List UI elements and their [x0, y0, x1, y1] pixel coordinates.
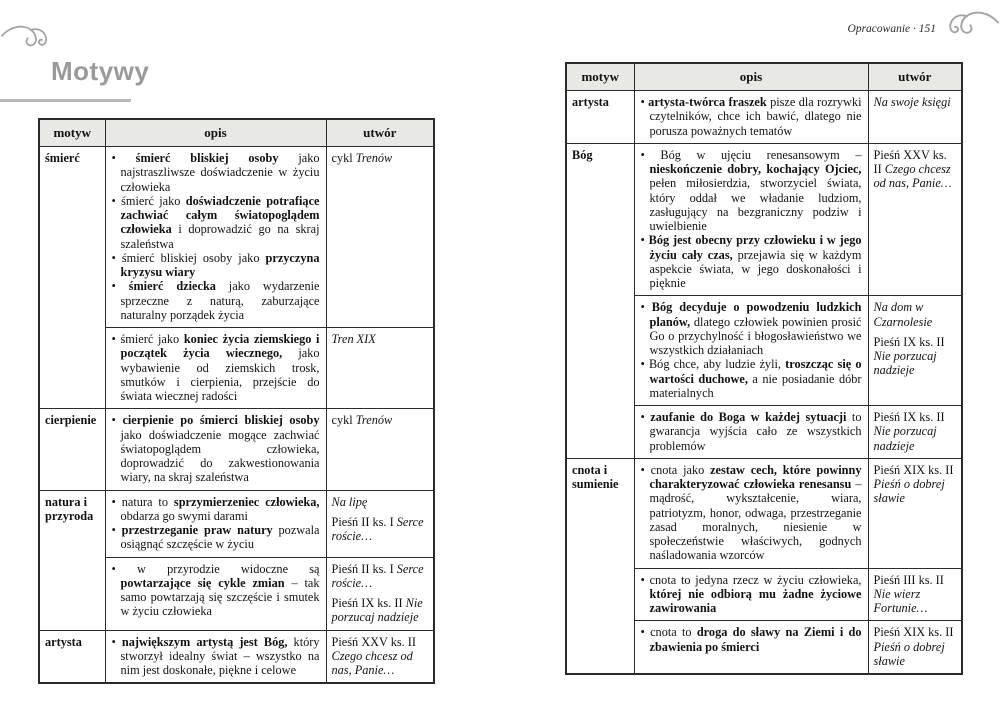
motif-cell: cnota i sumienie: [566, 458, 634, 674]
description-cell: [634, 458, 868, 568]
table-header-row: [39, 119, 434, 147]
bullet-item: • natura to sprzymierzeniec człowieka, obdarza go swymi darami: [111, 494, 320, 523]
description-cell: [105, 557, 326, 630]
work-title: Pieśń XXV ks. II Czego chcesz od nas, Panie…: [873, 147, 952, 191]
work-title: Pieśń IX ks. II Nie porzucaj nadzieje: [873, 334, 945, 378]
description-cell: [634, 143, 868, 296]
description-cell: [105, 147, 326, 328]
description-cell: [105, 328, 326, 409]
work-cell: [326, 409, 434, 490]
work-cell: [868, 91, 962, 144]
work-title: Pieśń II ks. I Serce roście…: [331, 561, 424, 590]
table-row: [566, 143, 962, 296]
description-cell: [634, 91, 868, 144]
description-cell: [105, 630, 326, 683]
bullet-item: • śmierć dziecka jako wydarzenie sprzeczne z naturą, zaburzające naturalny porządek życia: [111, 279, 320, 322]
table-row: [39, 409, 434, 490]
table-row: [566, 91, 962, 144]
motif-cell: artysta: [566, 91, 634, 144]
work-cell: [326, 147, 434, 328]
work-title: Pieśń IX ks. II Nie porzucaj nadzieje: [331, 596, 423, 625]
bullet-item: • cnota to droga do sławy na Ziemi i do zbawienia po śmierci: [640, 625, 862, 654]
work-title: Pieśń XIX ks. II Pieśń o dobrej sławie: [873, 462, 954, 506]
work-cell: [868, 406, 962, 459]
bullet-item: • zaufanie do Boga w każdej sytuacji to gwarancja wyjścia cało ze wszystkich problemów: [640, 410, 862, 453]
motifs-table-right: [565, 62, 963, 675]
work-cell: [326, 328, 434, 409]
column-header-utwor: utwór: [868, 63, 962, 91]
bullet-item: • artysta-twórca fraszek pisze dla rozrywki czytelników, chce ich bawić, dlatego nie porusza poważnych tematów: [640, 95, 862, 138]
bullet-item: • Bóg jest obecny przy człowieku i w jego życiu cały czas, przejawia się w każdym aspekcie świata, w jego doskonałości i pięknie: [640, 233, 862, 290]
bullet-item: • śmierć jako koniec życia ziemskiego i początek życia wiecznego, jako wybawienie od ziemskich trosk, smutków i cierpienia, przejście do świata wiecznej radości: [111, 332, 320, 403]
column-header-motyw: motyw: [39, 119, 105, 147]
column-header-motyw: motyw: [566, 63, 634, 91]
flourish-swirl-icon: [1, 21, 51, 59]
motif-cell: cierpienie: [39, 409, 105, 490]
work-cell: [326, 630, 434, 683]
motif-cell: natura i przyroda: [39, 490, 105, 630]
bullet-item: • Bóg chce, aby ludzie żyli, troszcząc się o wartości duchowe, a nie posiadanie dóbr materialnych: [640, 357, 862, 400]
work-title: Pieśń II ks. I Serce roście…: [331, 514, 424, 543]
work-title: Pieśń XXV ks. II Czego chcesz od nas, Panie…: [331, 634, 416, 677]
description-cell: [105, 409, 326, 490]
bullet-item: • śmierć bliskiej osoby jako przyczyna kryzysu wiary: [111, 250, 320, 279]
column-header-opis: opis: [634, 63, 868, 91]
work-title: Pieśń III ks. II Nie wierz Fortunie…: [873, 572, 944, 615]
table-row: [39, 630, 434, 683]
description-cell: [105, 490, 326, 557]
motif-cell: Bóg: [566, 143, 634, 458]
work-title: cykl Trenów: [331, 413, 393, 428]
bullet-item: • Bóg w ujęciu renesansowym – nieskończenie dobry, kochający Ojciec, pełen miłosierdzia, stworzyciel świata, który oddał we władanie ludziom, zasługujący na bezgraniczny podziw i uwielbienie: [640, 147, 862, 233]
bullet-item: • cnota jako zestaw cech, które powinny charakteryzować człowieka renesansu – mądrość, wykształcenie, wiara, patriotyzm, honor, odwaga, przestrzeganie zasad moralnych, niesienie w społeczeństwie właściwych, godnych naśladowania wzorców: [640, 462, 862, 563]
bullet-item: • przestrzeganie praw natury pozwala osiągnąć szczęście w życiu: [111, 523, 320, 552]
table-header-row: [566, 63, 962, 91]
work-cell: [868, 143, 962, 296]
bullet-item: • Bóg decyduje o powodzeniu ludzkich planów, dlatego człowiek powinien prosić Go o przychylność i błogosławieństwo we wszystkich działaniach: [640, 300, 862, 357]
running-header: Opracowanie · 151: [847, 23, 936, 35]
work-cell: [868, 621, 962, 674]
bullet-item: • śmierć jako doświadczenie potrafiące zachwiać całym światopoglądem człowieka i doprowadzić go na skraj szaleństwa: [111, 193, 320, 251]
work-cell: [326, 490, 434, 557]
page-title: Motywy: [51, 56, 150, 86]
flourish-swirl-icon: [945, 7, 999, 47]
description-cell: [634, 568, 868, 621]
work-cell: [868, 458, 962, 568]
work-cell: [868, 296, 962, 406]
work-cell: [868, 568, 962, 621]
work-title: Pieśń IX ks. II Nie porzucaj nadzieje: [873, 410, 945, 453]
work-title: Na dom w Czarnolesie: [873, 300, 933, 329]
work-cell: [326, 557, 434, 630]
bullet-item: • największym artystą jest Bóg, który stworzył idealny świat – wszystko na nim jest doskonałe, piękne i celowe: [111, 634, 320, 677]
work-title: Na swoje księgi: [873, 95, 951, 109]
table-row: [39, 490, 434, 557]
work-title: cykl Trenów: [331, 151, 393, 165]
bullet-item: • cierpienie po śmierci bliskiej osoby jako doświadczenie mogące zachwiać światopoglądem człowieka, doprowadzić do zakwestionowania wiary, na skraj szaleństwa: [111, 413, 320, 485]
work-title: Tren XIX: [331, 332, 376, 346]
motif-cell: śmierć: [39, 147, 105, 409]
column-header-opis: opis: [105, 119, 326, 147]
work-title: Na lipę: [331, 494, 368, 509]
title-underline: [0, 99, 131, 102]
bullet-item: • w przyrodzie widoczne są powtarzające się cykle zmian – tak samo powtarzają się szczęście i smutek w życiu człowieka: [111, 561, 320, 619]
description-cell: [634, 296, 868, 406]
table-row: [39, 147, 434, 328]
description-cell: [634, 621, 868, 674]
motifs-table-left: [38, 118, 435, 684]
bullet-item: • śmierć bliskiej osoby jako najstraszliwsze doświadczenie w życiu człowieka: [111, 151, 320, 194]
table-row: [566, 458, 962, 568]
motif-cell: artysta: [39, 630, 105, 683]
column-header-utwor: utwór: [326, 119, 434, 147]
bullet-item: • cnota to jedyna rzecz w życiu człowieka, której nie odbiorą mu żadne życiowe zawirowania: [640, 572, 862, 615]
description-cell: [634, 406, 868, 459]
work-title: Pieśń XIX ks. II Pieśń o dobrej sławie: [873, 625, 954, 668]
